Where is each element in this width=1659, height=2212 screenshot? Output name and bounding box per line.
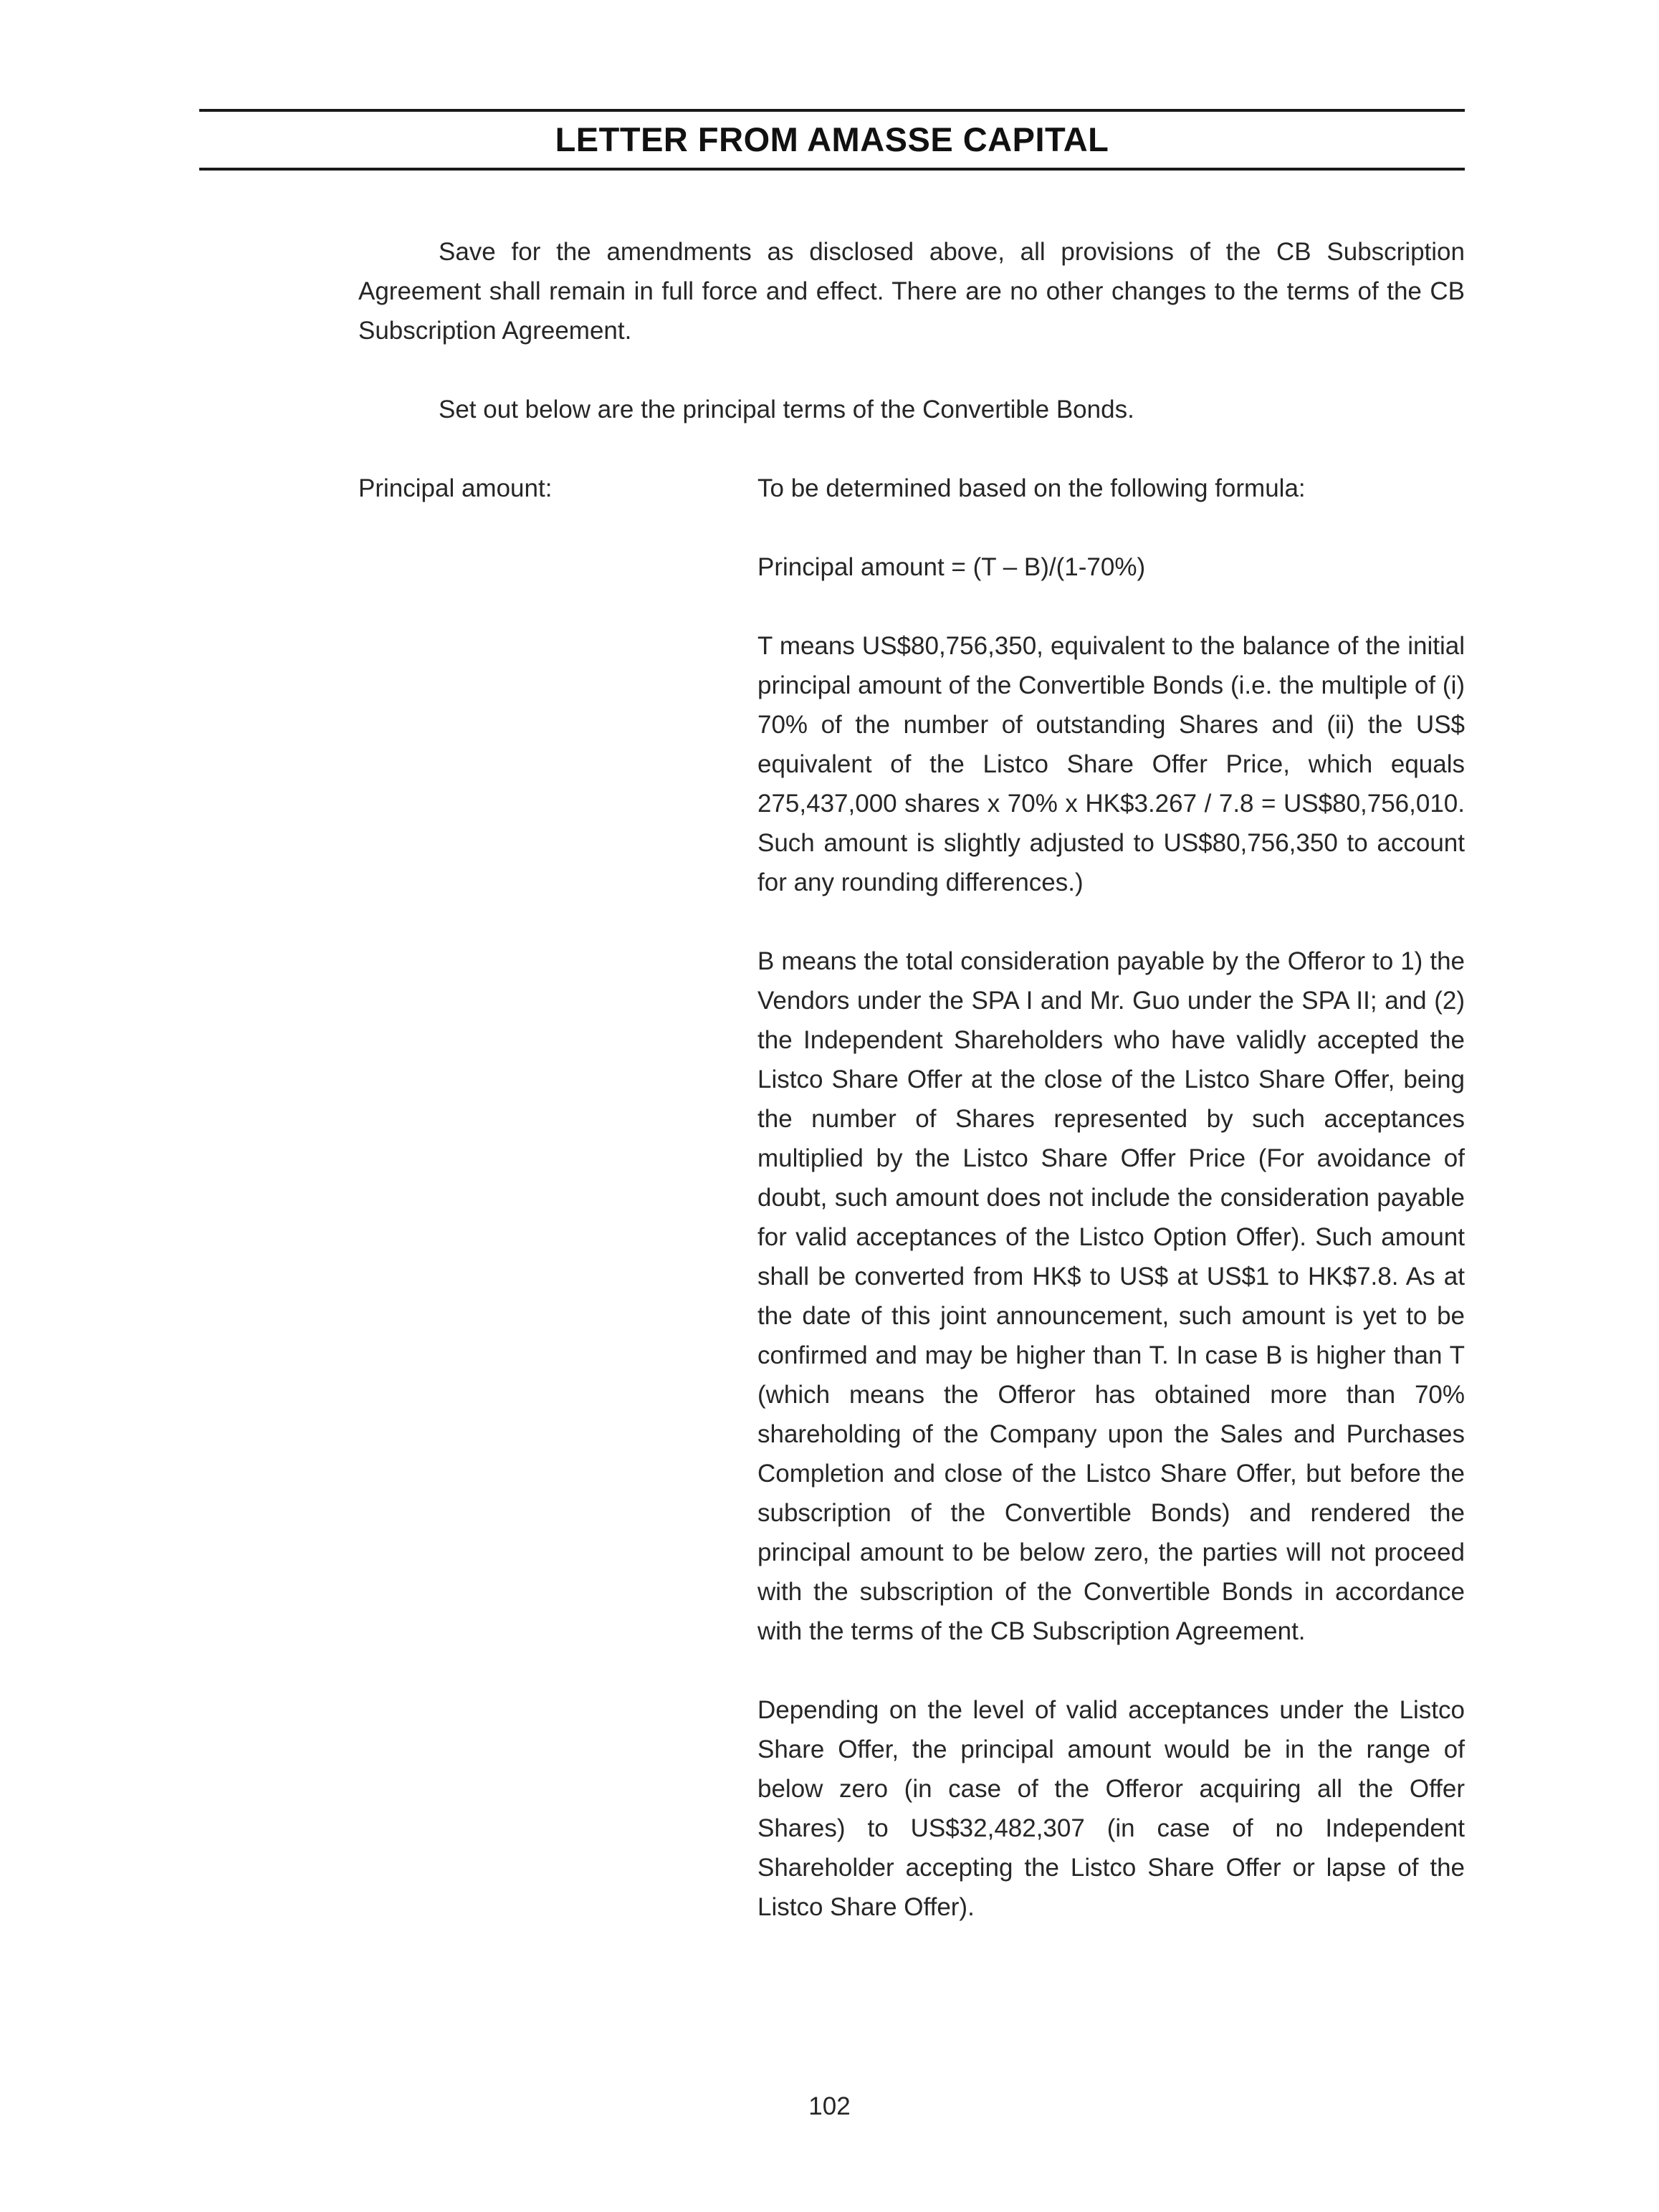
term-description (757, 469, 1465, 1966)
intro-paragraph-amendments: Save for the amendments as disclosed above, all provisions of the CB Subscription Agreement shall remain in full force and effect. There are no other changes to the terms of the CB Subscription Agreement. (358, 238, 1465, 345)
term-paragraph-formula: Principal amount = (T – B)/(1-70%) (757, 553, 1146, 581)
page-number: 102 (808, 2092, 851, 2120)
term-paragraph-t-definition: T means US$80,756,350, equivalent to the balance of the initial principal amount of the Convertible Bonds (i.e. the multiple of (i) 70% of the number of outstanding Shares and (ii) the US$ equivalent of the Listco Share Offer Price, which equals 275,437,000 shares x 70% x HK$3.267 / 7.8 = US$80,756,010. Such amount is slightly adjusted to US$80,756,350 to account for any rounding differences.) (757, 632, 1465, 896)
term-label-principal-amount: Principal amount: (358, 474, 553, 502)
page-title: LETTER FROM AMASSE CAPITAL (555, 120, 1109, 158)
intro-paragraph-principal-terms: Set out below are the principal terms of the Convertible Bonds. (439, 396, 1134, 423)
term-paragraph-b-definition: B means the total consideration payable by the Offeror to 1) the Vendors under the SPA I and Mr. Guo under the SPA II; and (2) the Independent Shareholders who have validly accepted the Listco Share Offer at the close of the Listco Share Offer, being the number of Shares represented by such acceptances multiplied by the Listco Share Offer Price (For avoidance of doubt, such amount does not include the consideration payable for valid acceptances of the Listco Option Offer). Such amount shall be converted from HK$ to US$ at US$1 to HK$7.8. As at the date of this joint announcement, such amount is yet to be confirmed and may be higher than T. In case B is higher than T (which means the Offeror has obtained more than 70% shareholding of the Company upon the Sales and Purchases Completion and close of the Listco Share Offer, but before the subscription of the Convertible Bonds) and rendered the principal amount to be below zero, the parties will not proceed with the subscription of the Convertible Bonds in accordance with the terms of the CB Subscription Agreement. (757, 947, 1465, 1645)
term-paragraph-range: Depending on the level of valid acceptances under the Listco Share Offer, the principal amount would be in the range of below zero (in case of the Offeror acquiring all the Offer Shares) to US$32,482,307 (in case of no Independent Shareholder accepting the Listco Share Offer or lapse of the Listco Share Offer). (757, 1696, 1465, 1921)
page-header (199, 109, 1465, 171)
term-paragraph-formula-intro: To be determined based on the following formula: (757, 474, 1306, 502)
